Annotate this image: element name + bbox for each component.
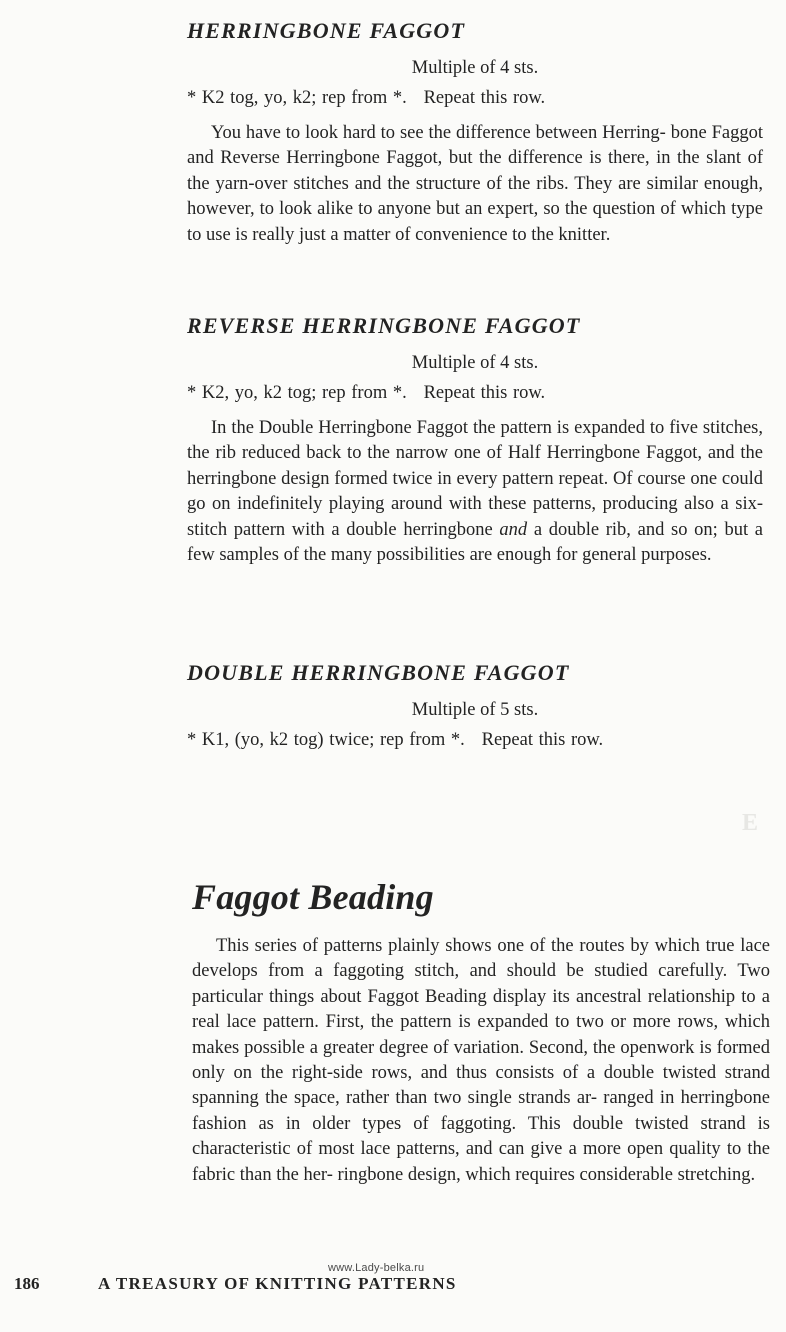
section-title: REVERSE HERRINGBONE FAGGOT (187, 313, 581, 338)
section-herringbone-faggot (187, 18, 763, 248)
row-instruction: * K2 tog, yo, k2; rep from *. Repeat this row. (187, 88, 546, 108)
section-paragraph: You have to look hard to see the difference between Herring- bone Faggot and Reverse Herringbone Faggot, but the difference is there, in the slant of the yarn-over stitches and the structure of the ribs. They are similar enough, however, to look alike to anyone but an expert, so the question of which type to use is really just a matter of convenience to the knitter. (187, 123, 763, 245)
book-title: A TREASURY OF KNITTING PATTERNS (98, 1274, 457, 1293)
stitch-multiple: Multiple of 4 sts. (411, 353, 539, 373)
main-title: Faggot Beading (192, 877, 434, 917)
paragraph-emphasis: and (499, 519, 528, 540)
section-title: HERRINGBONE FAGGOT (187, 18, 466, 43)
page-footer (14, 1274, 457, 1294)
row-instruction: * K2, yo, k2 tog; rep from *. Repeat this row. (187, 383, 546, 403)
stitch-multiple: Multiple of 4 sts. (411, 58, 539, 78)
section-paragraph (187, 416, 763, 568)
main-paragraph: This series of patterns plainly shows one of the routes by which true lace develops from a faggoting stitch, and should be studied carefully. Two particular things about Faggot Beading display its ancestral relationship to a real lace pattern. First, the pattern is expanded to two or more rows, which makes possible a greater degree of variation. Second, the openwork is formed only on the right-side rows, and thus consists of a double twisted strand spanning the space, rather than two single strands ar- ranged in herringbone fashion as in older types of faggoting. This double twisted strand is characteristic of most lace patterns, and can give a more open quality to the fabric than the her- ringbone design, which requires considerable stretching. (192, 936, 770, 1185)
watermark: www.Lady-belka.ru (328, 1262, 425, 1274)
main-section-faggot-beading (192, 876, 770, 1188)
paragraph-text: In the Double Herringbone Faggot the pattern is expanded to five stitches, the rib reduced back to the narrow one of Half Herringbone Faggot, and the herringbone design formed twice in every pattern repeat. Of course one could go on indefinitely playing around with these patterns, producing also a six-stitch pattern with a double herringbone (187, 418, 763, 540)
section-title: DOUBLE HERRINGBONE FAGGOT (187, 660, 570, 685)
show-through-decoration: E (742, 810, 759, 836)
page-number: 186 (14, 1274, 40, 1293)
section-double-herringbone-faggot (187, 660, 763, 751)
section-reverse-herringbone-faggot (187, 313, 763, 568)
stitch-multiple: Multiple of 5 sts. (411, 700, 539, 720)
row-instruction: * K1, (yo, k2 tog) twice; rep from *. Repeat this row. (187, 730, 604, 750)
paragraph-text: a double rib, and so on; but a few samples of the many possibilities are enough for general purposes. (187, 519, 764, 566)
